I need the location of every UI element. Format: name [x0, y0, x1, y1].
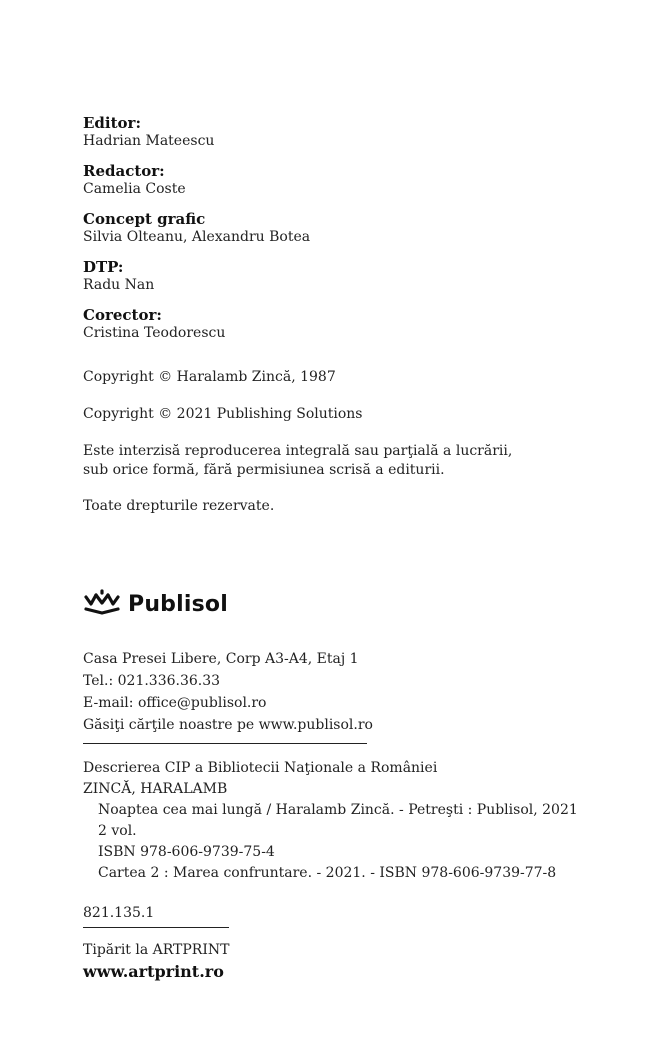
credit-name: Radu Nan — [83, 277, 155, 293]
divider — [83, 743, 367, 744]
publisol-logo — [83, 588, 228, 620]
address: Casa Presei Libere, Corp A3-A4, Etaj 1 — [83, 651, 359, 667]
credit-role: Concept grafic — [83, 210, 206, 228]
credit-role: Editor: — [83, 114, 141, 132]
cip-title-line: Noaptea cea mai lungă / Haralamb Zincă. - Petreşti : Publisol, 2021 — [98, 802, 578, 818]
phone: Tel.: 021.336.36.33 — [83, 673, 221, 689]
printer-label: Tipărit la ARTPRINT — [83, 942, 230, 958]
credit-name: Camelia Coste — [83, 181, 186, 197]
credit-role: DTP: — [83, 258, 124, 276]
copyright-publisher: Copyright © 2021 Publishing Solutions — [83, 406, 363, 422]
divider-short — [83, 927, 229, 928]
cip-heading: Descrierea CIP a Bibliotecii Naţionale a României — [83, 760, 438, 776]
printer-website: www.artprint.ro — [83, 962, 224, 981]
cip-block — [83, 758, 578, 884]
publisol-book-icon — [83, 588, 121, 620]
email: E-mail: office@publisol.ro — [83, 695, 267, 711]
credit-dtp — [83, 258, 583, 294]
rights-reserved: Toate drepturile rezervate. — [83, 498, 275, 514]
cip-author: ZINCĂ, HARALAMB — [83, 781, 228, 797]
credit-role: Redactor: — [83, 162, 165, 180]
credit-redactor — [83, 162, 583, 198]
credit-name: Cristina Teodorescu — [83, 325, 226, 341]
cip-volumes: 2 vol. — [98, 823, 137, 839]
credit-editor — [83, 114, 583, 150]
credit-name: Hadrian Mateescu — [83, 133, 215, 149]
classification-number: 821.135.1 — [83, 905, 155, 921]
contact-block — [83, 648, 373, 736]
copyright-author: Copyright © Haralamb Zincă, 1987 — [83, 369, 336, 385]
cip-book2: Cartea 2 : Marea confruntare. - 2021. - ISBN 978-606-9739-77-8 — [98, 865, 557, 881]
credit-role: Corector: — [83, 306, 162, 324]
logo-wordmark: Publisol — [128, 591, 228, 617]
credit-concept-grafic — [83, 210, 583, 246]
reproduction-notice: Este interzisă reproducerea integrală sau parţială a lucrării, sub orice formă, fără permisiunea scrisă a editurii. — [83, 443, 513, 478]
credit-name: Silvia Olteanu, Alexandru Botea — [83, 229, 311, 245]
website-line: Găsiţi cărţile noastre pe www.publisol.ro — [83, 717, 373, 733]
cip-isbn: ISBN 978-606-9739-75-4 — [98, 844, 275, 860]
credit-corector — [83, 306, 583, 342]
credits-block — [83, 114, 583, 516]
